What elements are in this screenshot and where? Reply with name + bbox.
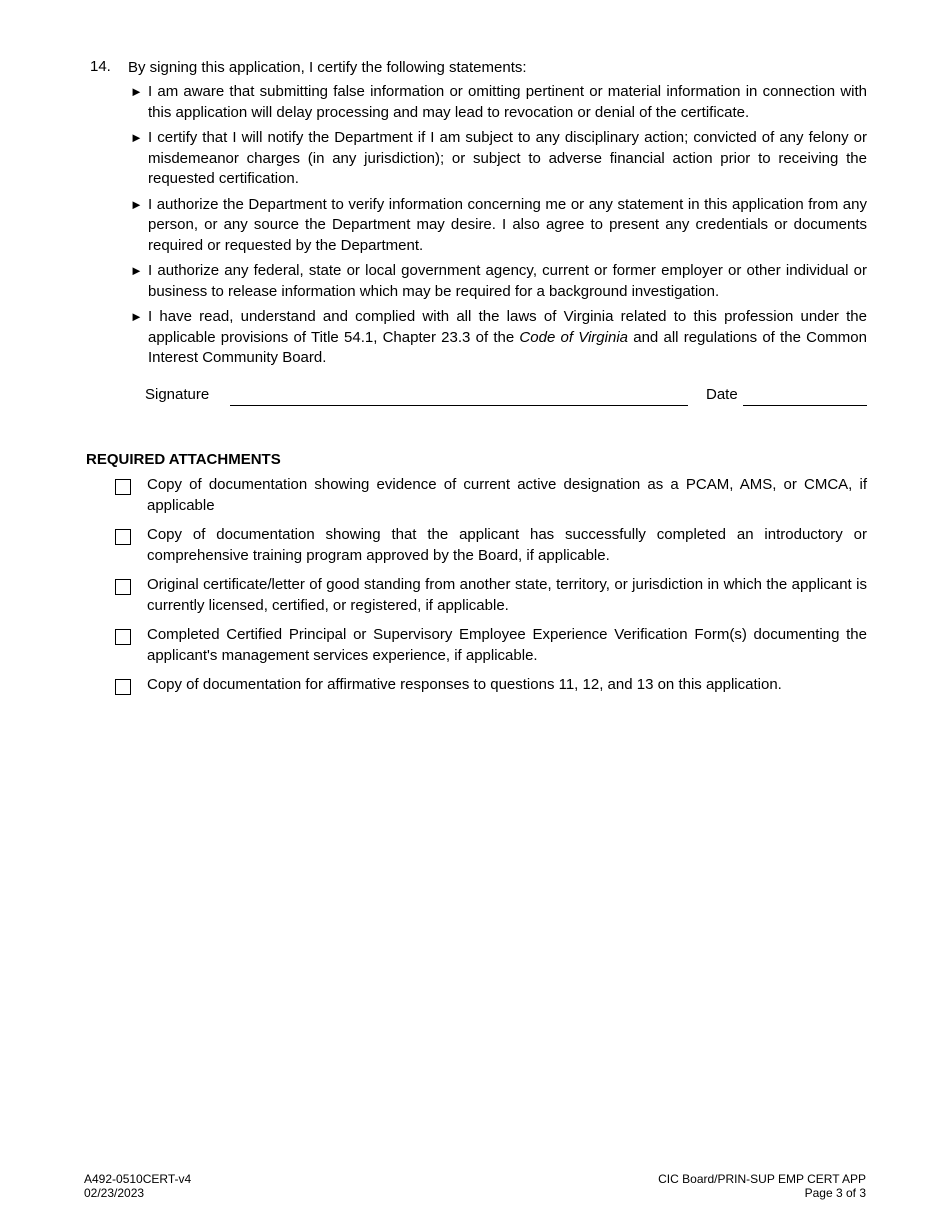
attachment-checkbox[interactable]	[115, 529, 131, 545]
statement-text: I certify that I will notify the Department if I am subject to any disciplinary action; convicted of any felony or misdemeanor charges (in any jurisdiction); or subject to adverse financial action prior to receiving the requested certification.	[148, 129, 867, 187]
statement-text: I am aware that submitting false information or omitting pertinent or material information in connection with this application will delay processing and may lead to revocation or denial of the certificate.	[148, 83, 867, 121]
arrow-bullet-icon: ►	[130, 130, 143, 145]
attachment-text: Copy of documentation for affirmative responses to questions 11, 12, and 13 on this application.	[147, 676, 782, 693]
statement-text-after: and all regulations of the Common Interest Community Board.	[148, 328, 867, 366]
attachment-item	[113, 525, 867, 566]
statement-text-before: I have read, understand and complied with all the laws of Virginia related to this profession under the applicable provisions of Title 54.1, Chapter 23.3 of the	[148, 308, 867, 346]
attachment-text: Copy of documentation showing that the applicant has successfully completed an introductory or comprehensive training program approved by the Board, if applicable.	[147, 526, 867, 564]
question-number: 14.	[90, 58, 111, 75]
footer-left	[84, 1172, 191, 1200]
certification-statements	[130, 82, 867, 374]
date-field[interactable]	[743, 405, 867, 406]
attachment-checkbox[interactable]	[115, 629, 131, 645]
statement-text: I authorize the Department to verify information concerning me or any statement in this application from any person, or any source the Department may desire. I also agree to present any credentials or documents required or requested by the Department.	[148, 195, 867, 254]
arrow-bullet-icon: ►	[130, 309, 143, 324]
attachments-list	[113, 475, 867, 705]
attachment-checkbox[interactable]	[115, 679, 131, 695]
statement-1	[130, 82, 867, 123]
statement-text: I authorize any federal, state or local government agency, current or former employer or other individual or business to release information which may be required for a background investigation.	[148, 262, 867, 300]
attachments-heading: REQUIRED ATTACHMENTS	[86, 451, 281, 468]
signature-field[interactable]	[230, 405, 688, 406]
arrow-bullet-icon: ►	[130, 196, 143, 212]
arrow-bullet-icon: ►	[130, 84, 143, 99]
attachment-item	[113, 575, 867, 616]
attachment-item	[113, 475, 867, 516]
form-title: CIC Board/PRIN-SUP EMP CERT APP	[658, 1172, 866, 1186]
signature-row	[145, 384, 867, 408]
statement-4	[130, 261, 867, 302]
arrow-bullet-icon: ►	[130, 263, 143, 278]
attachment-item	[113, 675, 867, 696]
attachment-text: Original certificate/letter of good standing from another state, territory, or jurisdiction in which the applicant is currently licensed, certified, or registered, if applicable.	[147, 576, 867, 614]
attachment-item	[113, 625, 867, 666]
page-number: Page 3 of 3	[804, 1186, 866, 1200]
attachment-text: Copy of documentation showing evidence of current active designation as a PCAM, AMS, or CMCA, if applicable	[147, 476, 867, 514]
statement-5	[130, 307, 867, 369]
date-label: Date	[706, 386, 738, 403]
question-intro: By signing this application, I certify the following statements:	[128, 59, 527, 76]
footer-right	[658, 1172, 866, 1200]
attachment-checkbox[interactable]	[115, 579, 131, 595]
signature-label: Signature	[145, 386, 210, 403]
statement-text-italic: Code of Virginia	[519, 328, 628, 346]
form-date: 02/23/2023	[84, 1186, 145, 1200]
form-id: A492-0510CERT-v4	[84, 1172, 192, 1186]
attachment-text: Completed Certified Principal or Supervisory Employee Experience Verification Form(s) documenting the applicant's management services experience, if applicable.	[147, 626, 867, 664]
statement-2	[130, 128, 867, 190]
statement-3	[130, 195, 867, 257]
attachment-checkbox[interactable]	[115, 479, 131, 495]
